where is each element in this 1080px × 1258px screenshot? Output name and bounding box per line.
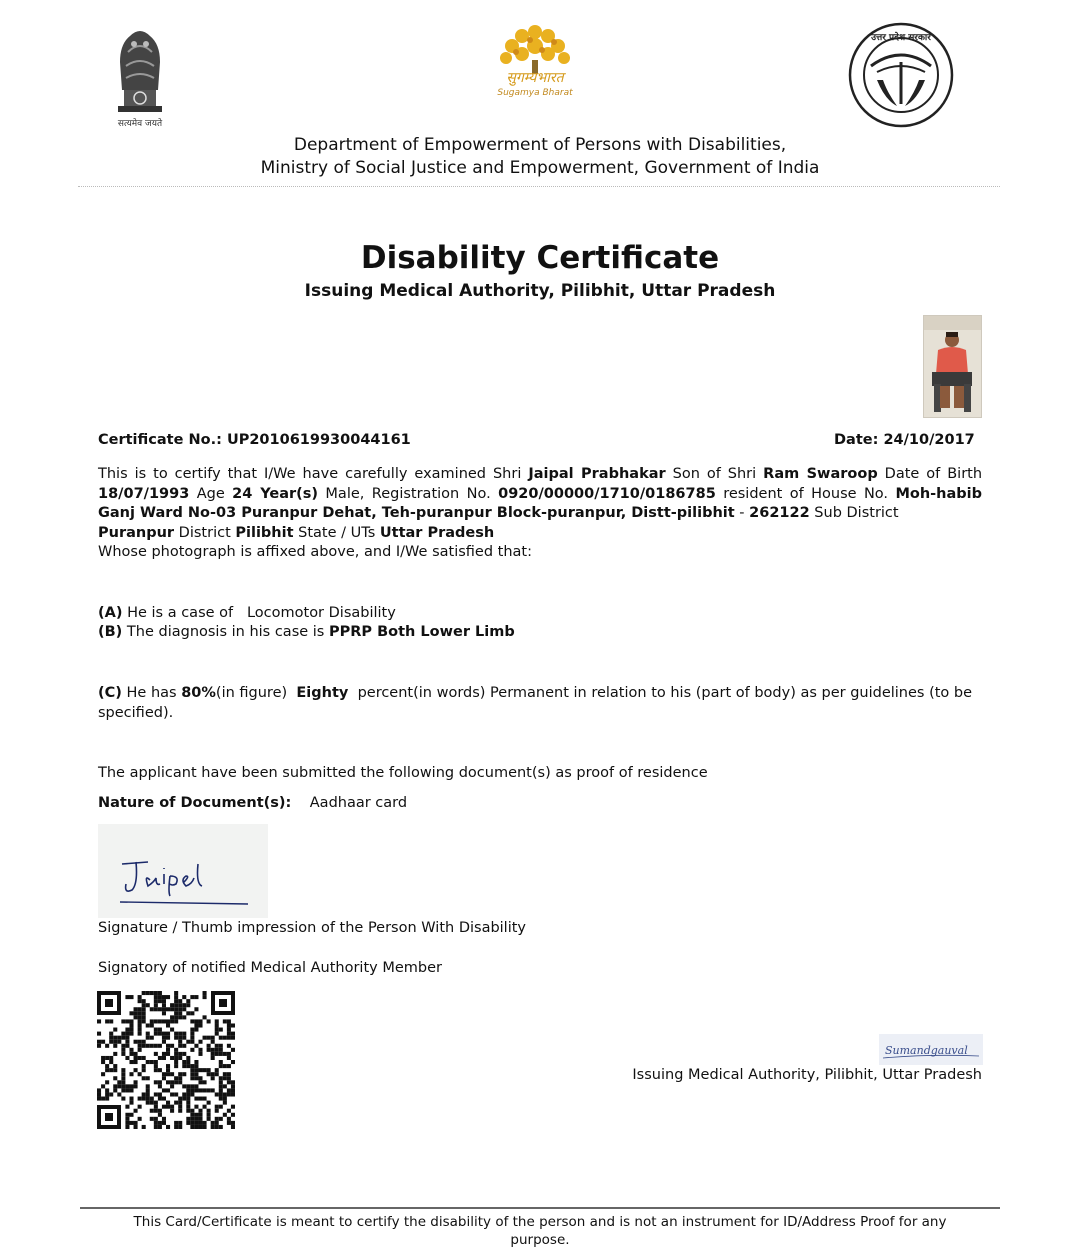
finding-a-label: (A) — [98, 605, 123, 621]
district-label: District — [178, 524, 231, 541]
applicant-signature-text: Jaipal — [98, 824, 101, 825]
intro-text: This is to certify that I/We have carefully examined Shri — [98, 466, 522, 482]
footer-note: This Card/Certificate is meant to certify the disability of the person and is not an instrument for ID/Address Proof for any purpose. — [133, 1214, 947, 1248]
state-label: State / UTs — [298, 524, 376, 541]
dob-label: Date of Birth — [884, 466, 983, 482]
authority-member-label: Signatory of notified Medical Authority Member — [98, 960, 442, 976]
father-name: Ram Swaroop — [763, 466, 878, 482]
certificate-title: Disability Certificate — [360, 240, 720, 276]
applicant-signature-caption: Signature / Thumb impression of the Person With Disability — [98, 920, 527, 936]
national-emblem-logo — [104, 22, 176, 129]
state: Uttar Pradesh — [379, 524, 495, 541]
certificate-date — [834, 432, 975, 448]
sub-district: Puranpur — [98, 524, 175, 541]
age-value: 24 Year(s) — [232, 485, 319, 502]
in-figure-label: (in figure) — [215, 685, 288, 701]
up-government-seal — [847, 22, 955, 128]
finding-b — [98, 623, 982, 643]
issuing-authority-caption: Issuing Medical Authority, Pilibhit, Uttar Pradesh — [632, 1067, 982, 1083]
proof-of-residence-line: The applicant have been submitted the following document(s) as proof of residence — [98, 765, 708, 781]
header-divider — [78, 186, 1000, 187]
age-label: Age — [196, 485, 225, 502]
finding-a — [98, 604, 982, 624]
gender-registration-label: Male, Registration No. — [325, 485, 491, 502]
footer-divider — [80, 1207, 1000, 1209]
finding-c-text: He has — [126, 685, 177, 701]
nature-of-documents — [98, 794, 982, 814]
medical-authority-signature — [879, 1034, 983, 1065]
authority-signature-text: Sumandgauval — [885, 1044, 968, 1057]
qr-code — [97, 991, 235, 1129]
address-dash: - — [739, 505, 745, 522]
certificate-number-value: UP2010619930044161 — [226, 432, 411, 448]
department-line-1: Department of Empowerment of Persons with Disabilities, — [293, 135, 787, 155]
sub-district-label: Sub District — [814, 505, 899, 522]
address: Moh-habib Ganj Ward No-03 Puranpur Dehat, Teh-puranpur Block-puranpur, Distt-pilibhit — [98, 485, 983, 522]
finding-b-label: (B) — [98, 624, 123, 640]
pincode: 262122 — [749, 505, 810, 522]
disability-percent: 80% — [181, 685, 216, 701]
nature-of-documents-label: Nature of Document(s): — [98, 795, 292, 811]
applicant-photo — [923, 315, 982, 418]
registration-number: 0920/00000/1710/0186785 — [498, 485, 716, 502]
sugamya-bharat-logo — [486, 18, 584, 104]
department-line-2: Ministry of Social Justice and Empowerment, Government of India — [260, 158, 820, 178]
emblem-motto: सत्यमेव जयते — [117, 119, 163, 129]
applicant-signature — [98, 824, 268, 918]
certificate-number — [98, 432, 411, 448]
finding-b-text: The diagnosis in his case is — [126, 624, 325, 640]
certification-paragraph — [98, 465, 982, 543]
finding-c — [98, 684, 982, 723]
date-of-birth: 18/07/1993 — [98, 485, 190, 502]
finding-a-text: He is a case of — [127, 605, 234, 621]
disability-type: Locomotor Disability — [246, 605, 396, 621]
resident-label: resident of House No. — [723, 485, 889, 502]
diagnosis: PPRP Both Lower Limb — [328, 624, 515, 640]
finding-c-label: (C) — [98, 685, 122, 701]
sugamya-logo-subtext: Sugamya Bharat — [497, 88, 573, 98]
district: Pilibhit — [235, 524, 294, 541]
photo-statement: Whose photograph is affixed above, and I/We satisfied that: — [98, 544, 532, 560]
disability-percent-words: Eighty — [296, 685, 349, 701]
finding-c-rest: percent(in words) Permanent in relation to his (part of body) as per guidelines (to be specified). — [98, 685, 973, 721]
certificate-subtitle: Issuing Medical Authority, Pilibhit, Uttar Pradesh — [304, 281, 776, 301]
certificate-date-value: 24/10/2017 — [883, 432, 975, 448]
sugamya-logo-text: सुगम्यभारत — [506, 70, 564, 86]
certificate-date-label: Date: — [834, 432, 879, 448]
son-of-label: Son of Shri — [672, 466, 757, 482]
certificate-number-label: Certificate No.: — [98, 432, 222, 448]
up-seal-text: उत्तर प्रदेश सरकार — [871, 33, 931, 43]
nature-of-documents-value: Aadhaar card — [309, 795, 408, 811]
applicant-name: Jaipal Prabhakar — [528, 466, 666, 482]
